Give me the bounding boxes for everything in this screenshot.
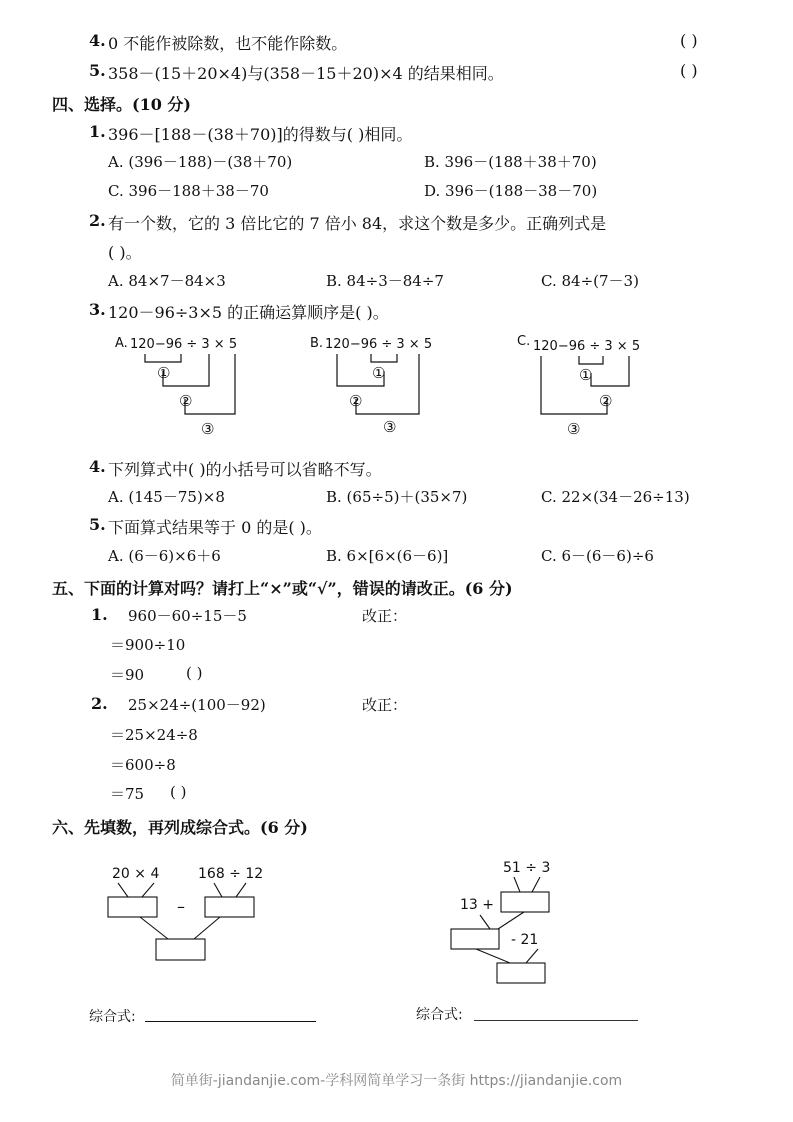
calc-1-step-1: ＝900÷10 (110, 636, 186, 654)
section-heading-5: 五、下面的计算对吗？请打上“×”或“√”，错误的请改正。(6 分) (52, 579, 513, 598)
formula-answer-line-right[interactable] (474, 1020, 638, 1021)
diagram-c-label: C. (517, 334, 531, 349)
option-b[interactable]: B. 396－(188＋38＋70) (424, 153, 597, 171)
left-top-expression-1: 20 × 4 (112, 866, 160, 882)
option-c[interactable]: C. 22×(34－26÷13) (541, 488, 690, 506)
option-b[interactable]: B. 6×[6×(6－6)] (326, 547, 449, 565)
connector-line (480, 915, 490, 929)
connector-line (140, 917, 168, 939)
section-heading-6: 六、先填数，再列成综合式。(6 分) (52, 818, 308, 837)
bracket-b-3 (356, 354, 419, 414)
formula-answer-line-left[interactable] (145, 1021, 316, 1022)
q-number: 5. (89, 61, 106, 80)
bracket-c-3 (541, 356, 607, 414)
answer-box[interactable] (108, 897, 157, 917)
minus-sign: – (177, 897, 185, 916)
option-c[interactable]: C. 6－(6－6)÷6 (541, 547, 654, 565)
left-top-expression-2: 168 ÷ 12 (198, 866, 264, 882)
formula-label-right: 综合式: (416, 1007, 463, 1023)
q-number: 2. (89, 211, 106, 230)
choice-question-2: 有一个数，它的 3 倍比它的 7 倍小 84，求这个数是多少。正确列式是 (108, 214, 607, 233)
option-b[interactable]: B. 84÷3－84÷7 (326, 272, 444, 290)
calc-2-correction-label: 改正： (362, 696, 408, 714)
fill-in-diagram-right (440, 852, 600, 987)
diagram-b-expression: 120−96 ÷ 3 × 5 (325, 337, 433, 352)
q-number: 4. (89, 457, 106, 476)
choice-question-4: 下列算式中( )的小括号可以省略不写。 (108, 460, 382, 479)
choice-question-5: 下面算式结果等于 0 的是( )。 (108, 518, 322, 537)
connector-line (194, 917, 220, 939)
diagram-a-step-1: ① (157, 364, 171, 382)
answer-box[interactable] (501, 892, 549, 912)
right-sub-expression: - 21 (511, 932, 539, 948)
option-a[interactable]: A. (396－188)－(38＋70) (108, 153, 293, 171)
answer-paren[interactable]: ( ) (186, 664, 203, 682)
answer-paren[interactable]: ( )。 (108, 243, 142, 262)
connector-line (498, 912, 524, 929)
bracket-b-1 (371, 354, 397, 362)
diagram-c-step-2: ② (599, 392, 613, 410)
connector-line (118, 883, 128, 897)
diagram-a-step-3: ③ (201, 420, 215, 438)
bracket-c-1 (579, 356, 603, 364)
calc-2-step-3: ＝75 (110, 785, 145, 803)
footer-source: 简单街-jiandanjie.com-学科网简单学习一条街 https://jiandanjie.com (170, 1073, 623, 1089)
operation-order-diagrams (105, 328, 665, 443)
section-heading-4: 四、选择。(10 分) (52, 95, 191, 114)
option-c[interactable]: C. 84÷(7－3) (541, 272, 639, 290)
right-top-expression: 51 ÷ 3 (503, 860, 551, 876)
diagram-a-step-2: ② (179, 392, 193, 410)
choice-question-3: 120－96÷3×5 的正确运算顺序是( )。 (108, 303, 389, 322)
option-a[interactable]: A. (145－75)×8 (108, 488, 225, 506)
option-b[interactable]: B. (65÷5)＋(35×7) (326, 488, 468, 506)
bracket-a-1 (145, 354, 181, 362)
fill-in-diagram-left (98, 856, 298, 971)
option-a[interactable]: A. 84×7－84×3 (108, 272, 226, 290)
q-number: 4. (89, 31, 106, 50)
connector-line (142, 883, 154, 897)
diagram-c-step-1: ① (579, 366, 593, 384)
right-add-expression: 13 + (460, 897, 494, 913)
answer-box[interactable] (156, 939, 205, 960)
option-a[interactable]: A. (6－6)×6＋6 (108, 547, 221, 565)
diagram-a-label: A. (115, 336, 128, 351)
diagram-b-step-3: ③ (383, 418, 397, 436)
diagram-b-label: B. (310, 336, 324, 351)
connector-line (236, 883, 246, 897)
option-c[interactable]: C. 396－188＋38－70 (108, 182, 269, 200)
connector-line (214, 883, 222, 897)
bracket-c-2 (591, 356, 629, 386)
answer-box[interactable] (205, 897, 254, 917)
connector-line (526, 949, 538, 963)
diagram-c-expression: 120−96 ÷ 3 × 5 (533, 339, 641, 354)
calc-2-expression: 25×24÷(100－92) (128, 696, 266, 714)
true-false-question-4: 0 不能作被除数，也不能作除数。 (108, 34, 348, 53)
answer-paren[interactable]: ( ) (680, 31, 698, 50)
calc-1-correction-label: 改正： (362, 607, 408, 625)
formula-label-left: 综合式: (89, 1009, 136, 1025)
q-number: 3. (89, 300, 106, 319)
diagram-b-step-1: ① (372, 364, 386, 382)
answer-box[interactable] (451, 929, 499, 949)
calc-1-expression: 960－60÷15－5 (128, 607, 247, 625)
q-number: 1. (91, 605, 108, 624)
answer-paren[interactable]: ( ) (680, 61, 698, 80)
option-d[interactable]: D. 396－(188－38－70) (424, 182, 598, 200)
calc-2-step-1: ＝25×24÷8 (110, 726, 198, 744)
answer-paren[interactable]: ( ) (170, 783, 187, 801)
bracket-a-3 (185, 354, 235, 414)
answer-box[interactable] (497, 963, 545, 983)
true-false-question-5: 358－(15＋20×4)与(358－15＋20)×4 的结果相同。 (108, 64, 504, 83)
connector-line (532, 877, 540, 892)
diagram-b-step-2: ② (349, 392, 363, 410)
q-number: 2. (91, 694, 108, 713)
calc-2-step-2: ＝600÷8 (110, 756, 176, 774)
calc-1-step-2: ＝90 (110, 666, 145, 684)
q-number: 5. (89, 515, 106, 534)
connector-line (476, 949, 510, 963)
connector-line (514, 877, 520, 892)
choice-question-1: 396－[188－(38＋70)]的得数与( )相同。 (108, 125, 413, 144)
diagram-c-step-3: ③ (567, 420, 581, 438)
q-number: 1. (89, 122, 106, 141)
diagram-a-expression: 120−96 ÷ 3 × 5 (130, 337, 238, 352)
